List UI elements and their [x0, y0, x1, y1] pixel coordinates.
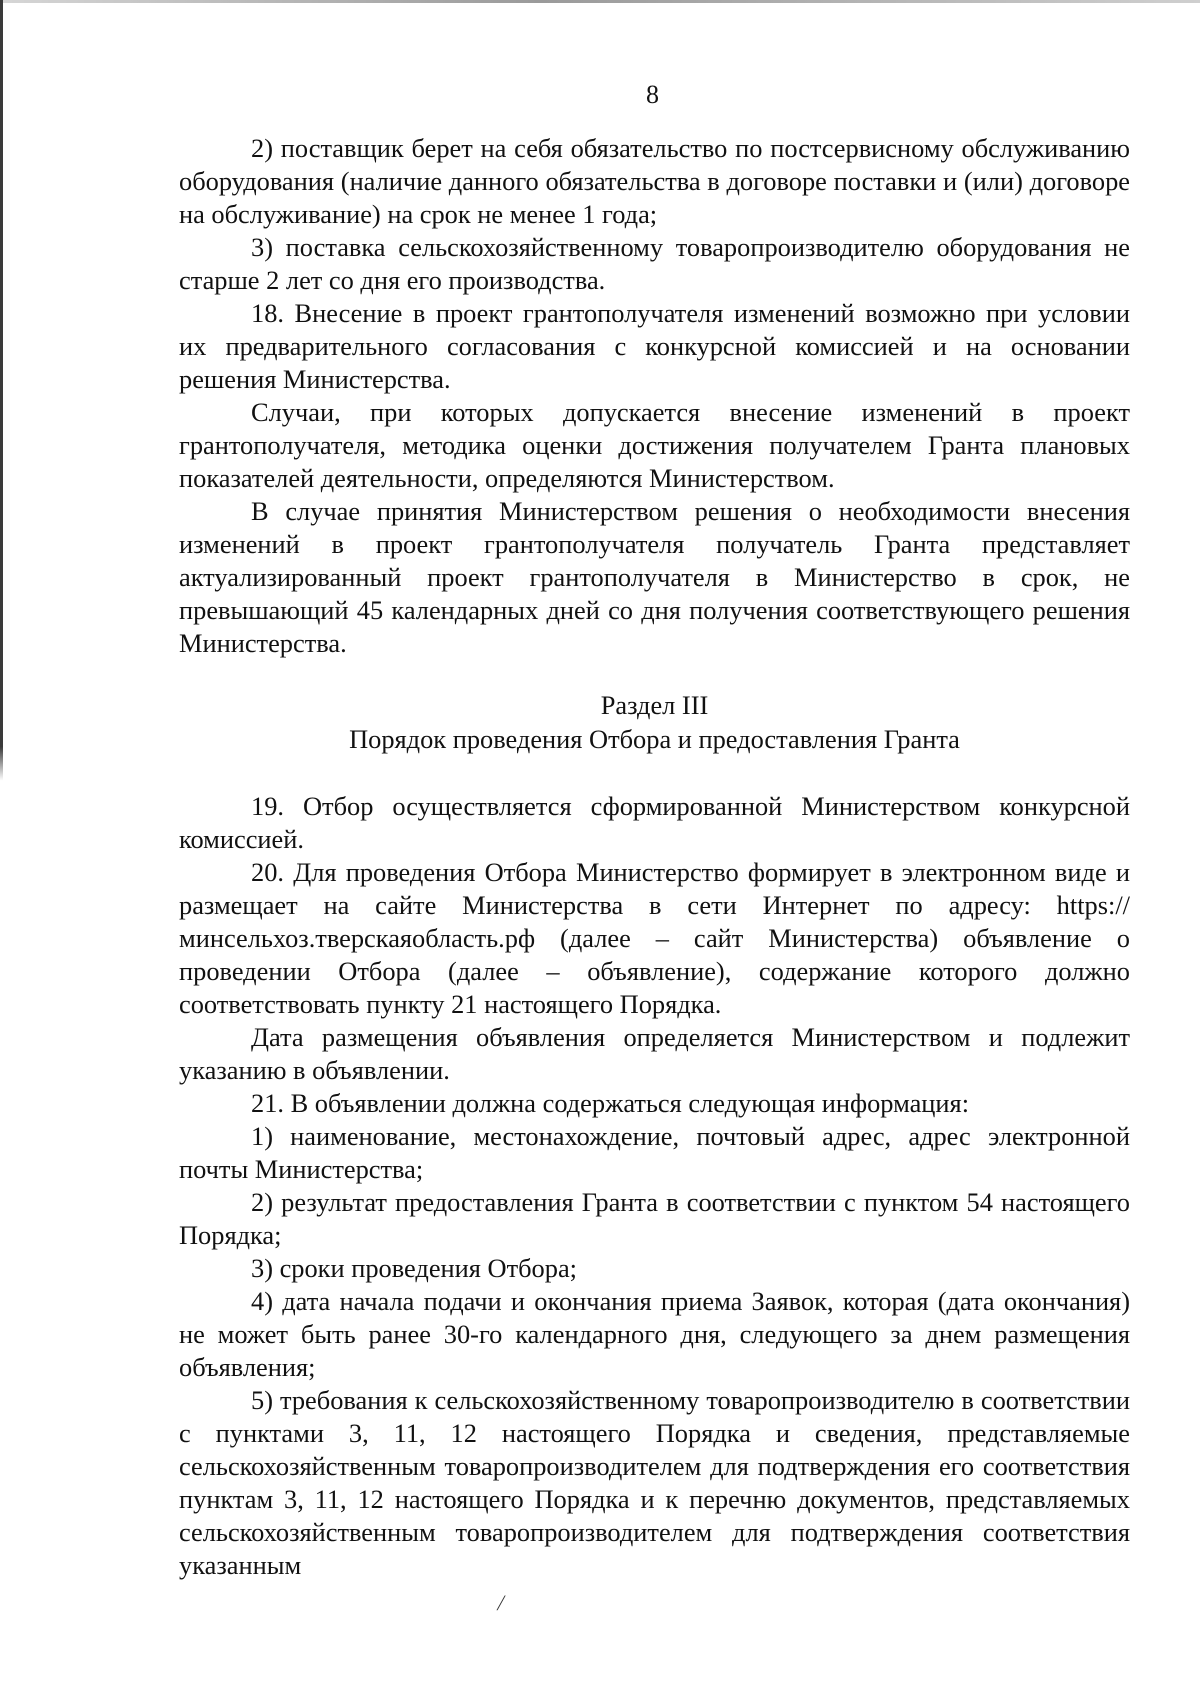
paragraph-changes-cases: Случаи, при которых допускается внесение изменений в проект грантополучателя, методика оценки достижения получателем Гранта плановых показателей деятельности, определяются Министерством. [179, 397, 1130, 493]
page-number: 8 [646, 80, 659, 109]
paragraph-changes-decision: В случае принятия Министерством решения о необходимости внесения изменений в проект грантополучателя получатель Гранта представляет актуализированный проект грантополучателя в Министерство в срок, не превышающий 45 календарных дней со дня получения соответствующего решения Министерства. [179, 496, 1130, 658]
paragraph-20: 20. Для проведения Отбора Министерство формирует в электронном виде и размещает на сайте Министерства в сети Интернет по адресу: https://минсельхоз.тверскаяобласть.рф (далее – сайт Министерства) объявление о проведении Отбора (далее – объявление), содержание которого должно соответствовать пункту 21 настоящего Порядка. [179, 857, 1130, 1019]
document-body [179, 132, 1130, 1582]
list-item-5-requirements: 5) требования к сельскохозяйственному товаропроизводителю в соответствии с пунктами 3, 11, 12 настоящего Порядка и сведения, представляемые сельскохозяйственным товаропроизводителем для подтверждения его соответствия пунктам 3, 11, 12 настоящего Порядка и к перечню документов, представляемых сельскохозяйственным товаропроизводителем для подтверждения соответствия указанным [179, 1385, 1130, 1580]
list-item-2-result: 2) результат предоставления Гранта в соответствии с пунктом 54 настоящего Порядка; [179, 1187, 1130, 1250]
list-item-3-terms: 3) сроки проведения Отбора; [251, 1253, 577, 1283]
scan-edge-top [0, 0, 1200, 3]
section-title: Порядок проведения Отбора и предоставления Гранта [349, 724, 960, 754]
scan-edge-left [0, 0, 3, 1697]
paragraph-item-2-service: 2) поставщик берет на себя обязательство по постсервисному обслуживанию оборудования (наличие данного обязательства в договоре поставки и (или) договоре на обслуживание) на срок не менее 1 года; [179, 133, 1130, 229]
paragraph-posting-date: Дата размещения объявления определяется Министерством и подлежит указанию в объявлении. [179, 1022, 1130, 1085]
paragraph-18: 18. Внесение в проект грантополучателя изменений возможно при условии их предварительного согласования с конкурсной комиссией и на основании решения Министерства. [179, 298, 1130, 394]
paragraph-21: 21. В объявлении должна содержаться следующая информация: [251, 1088, 970, 1118]
list-item-4-dates: 4) дата начала подачи и окончания приема Заявок, которая (дата окончания) не может быть ранее 30-го календарного дня, следующего за днем размещения объявления; [179, 1286, 1130, 1382]
footer-mark: / [495, 1590, 507, 1615]
list-item-1-contacts: 1) наименование, местонахождение, почтовый адрес, адрес электронной почты Министерства; [179, 1121, 1130, 1184]
section-number: Раздел III [600, 690, 709, 720]
paragraph-item-3-supply: 3) поставка сельскохозяйственному товаропроизводителю оборудования не старше 2 лет со дня его производства. [179, 232, 1130, 295]
section-heading [179, 688, 1130, 756]
paragraph-19: 19. Отбор осуществляется сформированной Министерством конкурсной комиссией. [179, 791, 1130, 854]
